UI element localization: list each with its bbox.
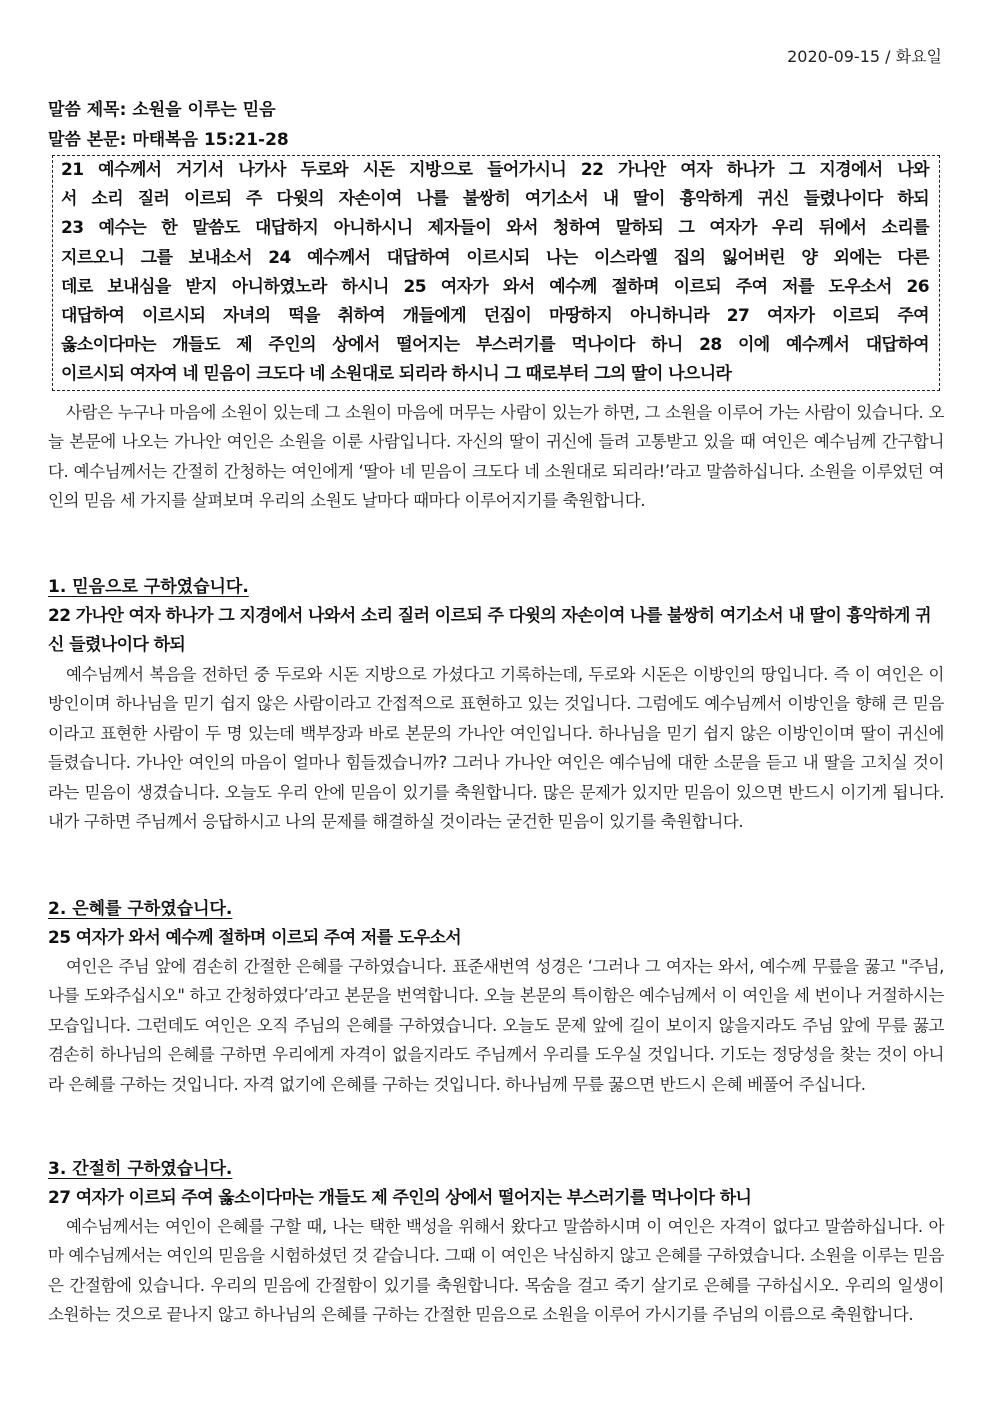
passage-line: 대답하여 이르시되 자녀의 떡을 취하여 개들에게 던짐이 마땅하지 아니하니라 27 여자가 이르되 주여 bbox=[61, 306, 929, 327]
section-1-verse: 22 가나안 여자 하나가 그 지경에서 나와서 소리 질러 이르되 주 다윗의 자손이여 나를 불쌍히 여기소서 내 딸이 흉악하게 귀신 들렸나이다 하되 bbox=[48, 606, 931, 655]
sermon-title: 말씀 제목: 소원을 이루는 믿음 bbox=[48, 100, 276, 120]
section-2-verse: 25 여자가 와서 예수께 절하며 이르되 주여 저를 도우소서 bbox=[48, 928, 462, 948]
passage-line: 21 예수께서 거기서 나가사 두로와 시돈 지방으로 들어가시니 22 가나안 여자 하나가 그 지경에서 나와 bbox=[61, 160, 929, 180]
passage-line: 이르시되 여자여 네 믿음이 크도다 네 소원대로 되리라 하시니 그 때로부터 그의 딸이 나으니라 bbox=[61, 364, 732, 385]
section-2-heading: 2. 은혜를 구하였습니다. bbox=[48, 899, 233, 919]
section-2-body: 여인은 주님 앞에 겸손히 간절한 은혜를 구하였습니다. 표준새번역 성경은 ‘그러나 그 여자는 와서, 예수께 무릎을 꿇고 "주님, 나를 도와주십시오" 하고 간청하였다’라고 본문을 번역합니다. 오늘 본문의 특이함은 예수님께서 이 여인을 세 번이나 거절하시는 모습입니다. 그런데도 여인은 오직 주님의 은혜를 구하였습니다. 오늘도 문제 앞에 길이 보이지 않을지라도 주님 앞에 무릎 꿇고 겸손히 하나님의 은혜를 구하면 우리에게 자격이 없을지라도 주님께서 우리를 도우실 것입니다. 기도는 정당성을 찾는 것이 아니라 은혜를 구하는 것입니다. 자격 없기에 은혜를 구하는 것입니다. 하나님께 무릎 꿇으면 반드시 은혜 베풀어 주십니다. bbox=[48, 957, 944, 1094]
intro-paragraph: 사람은 누구나 마음에 소원이 있는데 그 소원이 마음에 머무는 사람이 있는가 하면, 그 소원을 이루어 가는 사람이 있습니다. 오늘 본문에 나오는 가나안 여인은 소원을 이룬 사람입니다. 자신의 딸이 귀신에 들려 고통받고 있을 때 여인은 예수님께 간구합니다. 예수님께서는 간절히 간청하는 여인에게 ‘딸아 네 믿음이 크도다 네 소원대로 되리라!’라고 말씀하십니다. 소원을 이루었던 여인의 믿음 세 가지를 살펴보며 우리의 소원도 날마다 때마다 이루어지기를 축원합니다. bbox=[48, 403, 944, 511]
passage-line: 서 소리 질러 이르되 주 다윗의 자손이여 나를 불쌍히 여기소서 내 딸이 흉악하게 귀신 들렸나이다 하되 bbox=[61, 189, 929, 210]
passage-line: 지르오니 그를 보내소서 24 예수께서 대답하여 이르시되 나는 이스라엘 집의 잃어버린 양 외에는 다른 bbox=[61, 247, 929, 268]
section-3-heading: 3. 간절히 구하였습니다. bbox=[48, 1159, 233, 1179]
section-3-verse: 27 여자가 이르되 주여 옳소이다마는 개들도 제 주인의 상에서 떨어지는 부스러기를 먹나이다 하니 bbox=[48, 1188, 752, 1208]
section-1-heading: 1. 믿음으로 구하였습니다. bbox=[48, 577, 249, 597]
scripture-passage-box bbox=[52, 155, 940, 391]
sermon-scripture-reference: 말씀 본문: 마태복음 15:21-28 bbox=[48, 130, 289, 150]
passage-line: 옳소이다마는 개들도 제 주인의 상에서 떨어지는 부스러기를 먹나이다 하니 28 이에 예수께서 대답하여 bbox=[61, 335, 929, 356]
section-3-body: 예수님께서는 여인이 은혜를 구할 때, 나는 택한 백성을 위해서 왔다고 말씀하시며 이 여인은 자격이 없다고 말씀하십니다. 아마 예수님께서는 여인의 믿음을 시험하셨던 것 같습니다. 그때 이 여인은 낙심하지 않고 은혜를 구하였습니다. 소원을 이루는 믿음은 간절함에 있습니다. 우리의 믿음에 간절함이 있기를 축원합니다. 목숨을 걸고 죽기 살기로 은혜를 구하십시오. 우리의 일생이 소원하는 것으로 끝나지 않고 하나님의 은혜를 구하는 간절한 믿음으로 소원을 이루어 가시기를 주님의 이름으로 축원합니다. bbox=[48, 1217, 944, 1325]
passage-line: 데로 보내심을 받지 아니하였노라 하시니 25 여자가 와서 예수께 절하며 이르되 주여 저를 도우소서 26 bbox=[61, 276, 929, 297]
document-date: 2020-09-15 / 화요일 bbox=[787, 47, 942, 66]
section-1-body: 예수님께서 복음을 전하던 중 두로와 시돈 지방으로 가셨다고 기록하는데, 두로와 시돈은 이방인의 땅입니다. 즉 이 여인은 이방인이며 하나님을 믿기 쉽지 않은 사람이라고 간접적으로 표현하고 있는 것입니다. 그럼에도 예수님께서 이방인을 향해 큰 믿음이라고 표현한 사람이 두 명 있는데 백부장과 바로 본문의 가나안 여인입니다. 하나님을 믿기 쉽지 않은 이방인이며 딸이 귀신에 들렸습니다. 가나안 여인의 마음이 얼마나 힘들겠습니까? 그러나 가나안 여인은 예수님에 대한 소문을 듣고 내 딸을 고치실 것이라는 믿음이 생겼습니다. 오늘도 우리 안에 믿음이 있기를 축원합니다. 많은 문제가 있지만 믿음이 있으면 반드시 이기게 됩니다. 내가 구하면 주님께서 응답하시고 나의 문제를 해결하실 것이라는 굳건한 믿음이 있기를 축원합니다. bbox=[48, 665, 944, 832]
passage-line: 23 예수는 한 말씀도 대답하지 아니하시니 제자들이 와서 청하여 말하되 그 여자가 우리 뒤에서 소리를 bbox=[61, 218, 929, 239]
